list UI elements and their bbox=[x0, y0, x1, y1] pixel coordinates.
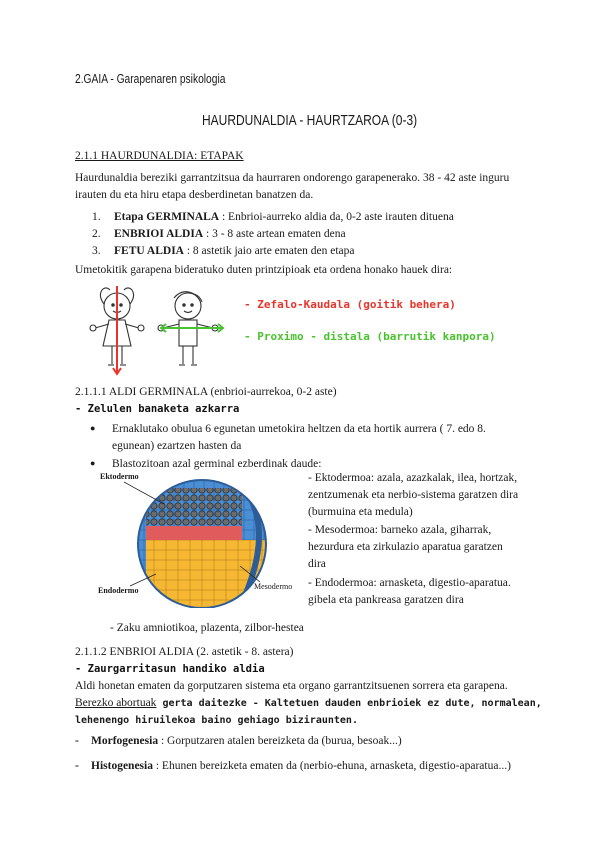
page-header: 2.GAIA - Garapenaren psikologia bbox=[75, 72, 226, 86]
histogenesis-item: - Histogenesia : Ehunen bereizketa ematen da (nerbio-ehuna, arnasketa, digestio-aparatua...) bbox=[75, 760, 511, 772]
stage-item: 2. ENBRIOI ALDIA : 3 - 8 aste artean ematen dena bbox=[92, 228, 346, 240]
principle-cephalocaudal: - Zefalo-Kaudala (goitik behera) bbox=[244, 298, 456, 311]
intro-line-1: Haurdunaldia bereziki garrantzitsua da haurraren ondorengo garapenerako. 38 - 42 aste inguru bbox=[75, 172, 510, 184]
bullet-continuation: egunean) ezartzen hasten da bbox=[112, 440, 242, 452]
subhead-cell-division: - Zelulen banaketa azkarra bbox=[75, 403, 240, 415]
stages-list bbox=[92, 209, 454, 260]
endoderm-description: - Endodermoa: arnasketa, digestio-aparatua. gibela eta pankreasa garatzen dira bbox=[308, 577, 511, 606]
extra-structures: - Zaku amniotikoa, plazenta, zilbor-hestea bbox=[110, 622, 304, 634]
ectoderm-description: - Ektodermoa: azala, azazkalak, ilea, hortzak, zentzumenak eta nerbio-sistema garatzen dira (burmuina eta medula) bbox=[308, 472, 519, 518]
intro-paragraph bbox=[75, 170, 527, 204]
morphogenesis-item: - Morfogenesia : Gorputzaren atalen bereizketa da (burua, besoak...) bbox=[75, 735, 402, 747]
section-heading-2-1-1-1: 2.1.1.1 ALDI GERMINALA (enbrioi-aurrekoa, 0-2 aste) bbox=[75, 386, 337, 398]
principle-proximodistal: - Proximo - distala (barrutik kanpora) bbox=[244, 330, 496, 343]
blastocyst-diagram bbox=[94, 470, 302, 608]
label-mesoderm: Mesodermo bbox=[254, 582, 293, 591]
mesoderm-description: - Mesodermoa: barneko azala, giharrak, hezurdura eta zirkulazio aparatua garatzen dira bbox=[308, 524, 503, 570]
stage-item: 1. Etapa GERMINALA : Enbrioi-aurreko aldia da, 0-2 aste irauten dituena bbox=[92, 211, 454, 223]
embryo-paragraph: Aldi honetan ematen da gorputzaren sistema eta organo garrantzitsuenen sorrera eta garapena. Berezko abortuak gerta daitezke - Kaltetuen dauden enbrioiek ez dute, normalean, lehenengo hiruilekoa baino gehiago biziraunten. bbox=[75, 680, 542, 726]
section-heading-2-1-1-2: 2.1.1.2 ENBRIOI ALDIA (2. astetik - 8. astera) bbox=[75, 646, 294, 658]
label-ectoderm: Ektodermo bbox=[100, 472, 139, 481]
bullet-item: ● Ernaklutako obulua 6 egunetan umetokira heltzen da eta hortik aurrera ( 7. edo 8. bbox=[90, 423, 486, 435]
stage-item: 3. FETU ALDIA : 8 astetik jaio arte ematen den etapa bbox=[92, 245, 355, 257]
spontaneous-abortion-term: Berezko abortuak bbox=[75, 697, 157, 709]
principles-intro: Umetokitik garapena bideratuko duten printzipioak eta ordena honako hauek dira: bbox=[75, 264, 453, 276]
section-heading-2-1-1: 2.1.1 HAURDUNALDIA: ETAPAK bbox=[75, 150, 244, 162]
children-illustration bbox=[82, 284, 242, 376]
germinal-bullets bbox=[90, 420, 527, 473]
label-endoderm: Endodermo bbox=[98, 586, 139, 595]
bullet-item: ● Blastozitoan azal germinal ezberdinak daude: bbox=[90, 458, 322, 470]
intro-line-2: irauten du eta hiru etapa desberdinetan banatzen da. bbox=[75, 189, 314, 201]
subhead-vulnerability: - Zaurgarritasun handiko aldia bbox=[75, 663, 265, 675]
page-title: HAURDUNALDIA - HAURTZAROA (0-3) bbox=[202, 112, 418, 129]
